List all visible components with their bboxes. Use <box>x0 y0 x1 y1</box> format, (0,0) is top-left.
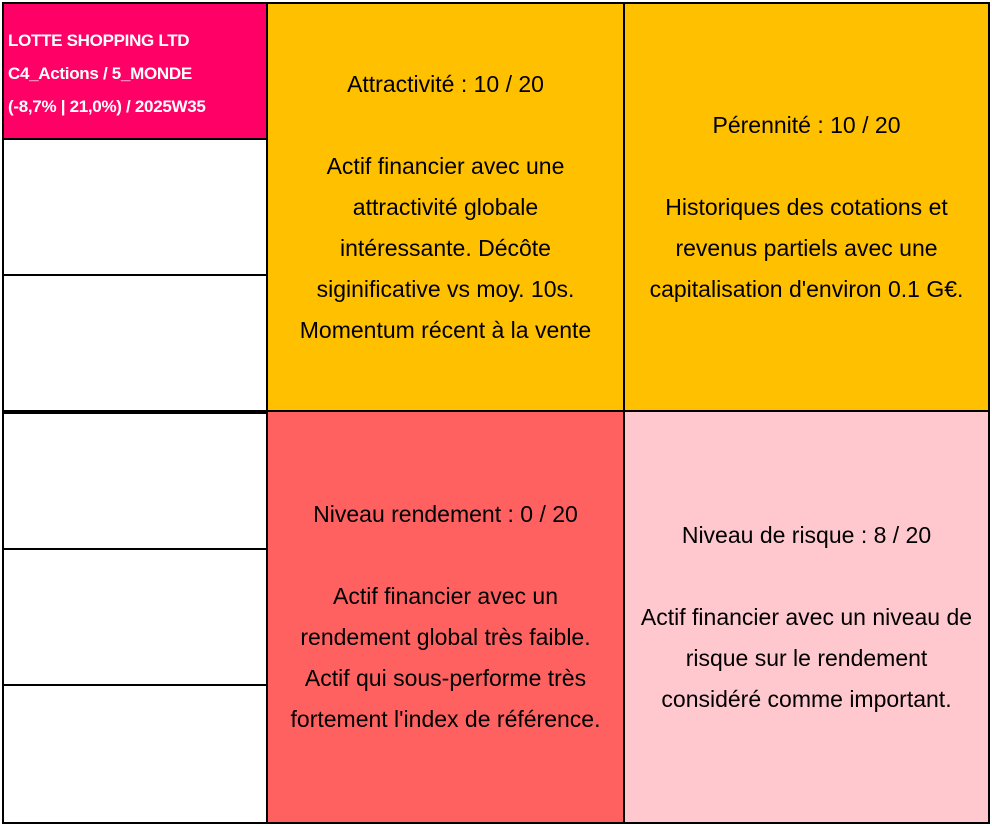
rendement-line: Actif financier avec un <box>332 583 558 609</box>
perennite-title: Pérennité : 10 / 20 <box>712 111 901 138</box>
empty-cell-1 <box>2 138 268 276</box>
asset-name: LOTTE SHOPPING LTD <box>8 31 190 50</box>
attractivite-title: Attractivité : 10 / 20 <box>347 70 544 97</box>
empty-cell-2 <box>2 274 268 412</box>
rendement-line: rendement global très faible. <box>300 624 591 650</box>
perennite-panel <box>623 2 990 412</box>
perennite-line: Historiques des cotations et <box>665 193 948 220</box>
empty-cell-5 <box>2 684 268 824</box>
asset-category: C4_Actions / 5_MONDE <box>8 64 192 83</box>
asset-header-cell <box>2 2 268 140</box>
attractivite-line: intéressante. Décôte <box>340 234 551 261</box>
attractivite-panel <box>266 2 625 412</box>
perennite-line: capitalisation d'environ 0.1 G€. <box>649 275 964 302</box>
risque-panel <box>623 410 990 824</box>
rendement-line: Actif qui sous-performe très <box>304 665 587 691</box>
rendement-line: fortement l'index de référence. <box>290 706 601 732</box>
attractivite-line: siginificative vs moy. 10s. <box>316 275 575 302</box>
attractivite-line: Actif financier avec une <box>326 152 565 179</box>
risque-line: Actif financier avec un niveau de <box>640 603 973 630</box>
rendement-panel <box>266 410 625 824</box>
risque-line: considéré comme important. <box>661 685 952 712</box>
empty-cell-3 <box>2 412 268 550</box>
risque-title: Niveau de risque : 8 / 20 <box>681 521 932 548</box>
attractivite-line: Momentum récent à la vente <box>299 316 592 343</box>
asset-performance-week: (-8,7% | 21,0%) / 2025W35 <box>8 97 206 116</box>
rendement-title: Niveau rendement : 0 / 20 <box>313 501 578 527</box>
risque-line: risque sur le rendement <box>685 644 928 671</box>
perennite-line: revenus partiels avec une <box>675 234 938 261</box>
attractivite-line: attractivité globale <box>352 193 539 220</box>
empty-cell-4 <box>2 548 268 686</box>
